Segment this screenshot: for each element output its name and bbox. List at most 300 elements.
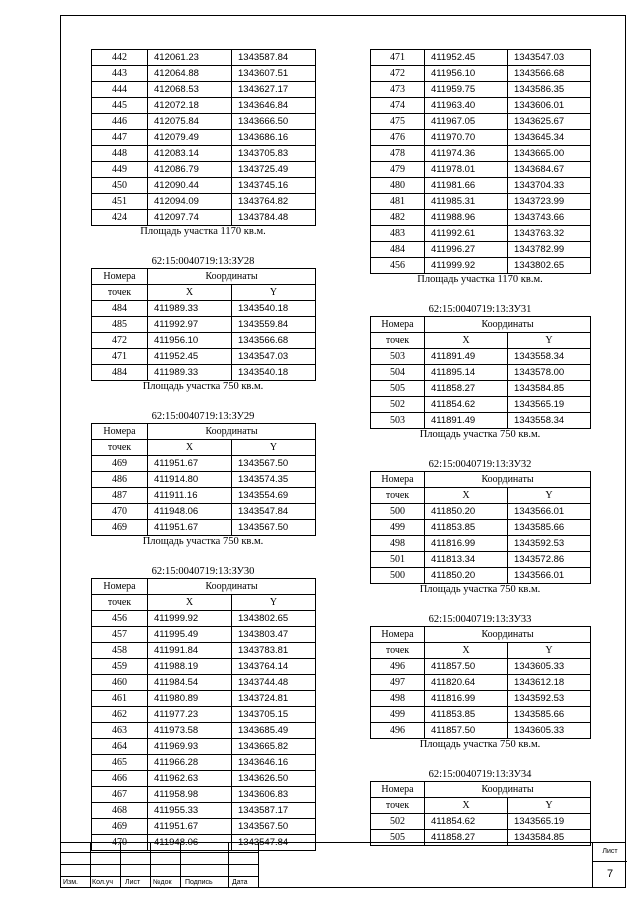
table-row <box>371 349 591 365</box>
table-row <box>371 82 591 98</box>
y-coordinate: 1343723.99 <box>508 194 591 210</box>
table-row <box>92 707 316 723</box>
point-number: 461 <box>92 691 148 707</box>
x-coordinate: 411988.19 <box>148 659 232 675</box>
x-coordinate: 411974.36 <box>425 146 508 162</box>
table-row <box>92 771 316 787</box>
point-number: 500 <box>371 568 425 584</box>
point-number: 469 <box>92 456 148 472</box>
point-number: 462 <box>92 707 148 723</box>
x-coordinate: 411857.50 <box>425 659 508 675</box>
x-coordinate: 411951.67 <box>148 819 232 835</box>
table-row <box>92 349 316 365</box>
table-row <box>371 691 591 707</box>
point-number: 502 <box>371 397 425 413</box>
x-coordinate: 412068.53 <box>148 82 232 98</box>
x-coordinate: 412061.23 <box>148 50 232 66</box>
header-y: Y <box>508 488 591 504</box>
x-coordinate: 411895.14 <box>425 365 508 381</box>
point-number: 471 <box>371 50 425 66</box>
table-row <box>92 819 316 835</box>
x-coordinate: 411989.33 <box>148 301 232 317</box>
y-coordinate: 1343605.33 <box>508 723 591 739</box>
table-row <box>371 50 591 66</box>
stamp-label-date: Дата <box>232 879 248 886</box>
header-points: Номера <box>371 317 425 333</box>
x-coordinate: 411989.33 <box>148 365 232 381</box>
parcel-area: Площадь участка 750 кв.м. <box>419 429 541 440</box>
x-coordinate: 412094.09 <box>148 194 232 210</box>
header-points: Номера <box>92 579 148 595</box>
x-coordinate: 411999.92 <box>148 611 232 627</box>
y-coordinate: 1343665.82 <box>232 739 316 755</box>
y-coordinate: 1343612.18 <box>508 675 591 691</box>
parcel-block <box>370 459 590 596</box>
y-coordinate: 1343547.84 <box>232 835 316 851</box>
y-coordinate: 1343567.50 <box>232 819 316 835</box>
point-number: 470 <box>92 835 148 851</box>
table-row <box>371 98 591 114</box>
parcel-block <box>91 411 315 548</box>
table-row <box>92 301 316 317</box>
y-coordinate: 1343547.84 <box>232 504 316 520</box>
table-row <box>92 611 316 627</box>
point-number: 484 <box>371 242 425 258</box>
parcel-title: 62:15:0040719:13:ЗУ31 <box>428 304 532 315</box>
point-number: 503 <box>371 413 425 429</box>
point-number: 473 <box>371 82 425 98</box>
x-coordinate: 412086.79 <box>148 162 232 178</box>
x-coordinate: 411991.84 <box>148 643 232 659</box>
point-number: 464 <box>92 739 148 755</box>
point-number: 478 <box>371 146 425 162</box>
y-coordinate: 1343606.83 <box>232 787 316 803</box>
y-coordinate: 1343745.16 <box>232 178 316 194</box>
grid-line <box>180 842 181 888</box>
table-row <box>371 365 591 381</box>
parcel-block <box>370 614 590 751</box>
header-y: Y <box>508 333 591 349</box>
y-coordinate: 1343606.01 <box>508 98 591 114</box>
y-coordinate: 1343625.67 <box>508 114 591 130</box>
y-coordinate: 1343547.03 <box>508 50 591 66</box>
point-number: 470 <box>92 504 148 520</box>
table-row <box>371 568 591 584</box>
point-number: 451 <box>92 194 148 210</box>
y-coordinate: 1343627.17 <box>232 82 316 98</box>
point-number: 505 <box>371 830 425 846</box>
y-coordinate: 1343547.03 <box>232 349 316 365</box>
y-coordinate: 1343567.50 <box>232 520 316 536</box>
header-y: Y <box>508 798 591 814</box>
y-coordinate: 1343763.32 <box>508 226 591 242</box>
table-header-row <box>92 285 316 301</box>
x-coordinate: 411995.49 <box>148 627 232 643</box>
coordinates-table <box>370 49 591 274</box>
table-header-row <box>371 333 591 349</box>
table-row <box>92 146 316 162</box>
parcel-area: Площадь участка 1170 кв.м. <box>140 226 266 237</box>
coordinates-table <box>370 471 591 584</box>
x-coordinate: 411891.49 <box>425 413 508 429</box>
y-coordinate: 1343565.19 <box>508 397 591 413</box>
left-column <box>91 49 315 851</box>
point-number: 448 <box>92 146 148 162</box>
y-coordinate: 1343586.35 <box>508 82 591 98</box>
y-coordinate: 1343540.18 <box>232 365 316 381</box>
point-number: 471 <box>92 349 148 365</box>
point-number: 484 <box>92 365 148 381</box>
y-coordinate: 1343567.50 <box>232 456 316 472</box>
coordinates-table <box>370 316 591 429</box>
point-number: 472 <box>371 66 425 82</box>
parcel-block <box>91 566 315 851</box>
x-coordinate: 411996.27 <box>425 242 508 258</box>
y-coordinate: 1343554.69 <box>232 488 316 504</box>
coordinates-table <box>370 781 591 846</box>
header-points-2: точек <box>92 285 148 301</box>
header-x: X <box>425 798 508 814</box>
table-row <box>371 675 591 691</box>
right-column <box>370 49 590 846</box>
y-coordinate: 1343592.53 <box>508 536 591 552</box>
point-number: 458 <box>92 643 148 659</box>
y-coordinate: 1343685.49 <box>232 723 316 739</box>
sheet-divider <box>593 861 627 862</box>
x-coordinate: 411891.49 <box>425 349 508 365</box>
x-coordinate: 411959.75 <box>425 82 508 98</box>
y-coordinate: 1343646.16 <box>232 755 316 771</box>
table-row <box>371 659 591 675</box>
table-row <box>371 162 591 178</box>
table-row <box>371 707 591 723</box>
header-points-2: точек <box>371 798 425 814</box>
x-coordinate: 411992.61 <box>425 226 508 242</box>
x-coordinate: 411970.70 <box>425 130 508 146</box>
y-coordinate: 1343592.53 <box>508 691 591 707</box>
table-row <box>371 381 591 397</box>
point-number: 496 <box>371 723 425 739</box>
x-coordinate: 411857.50 <box>425 723 508 739</box>
y-coordinate: 1343705.83 <box>232 146 316 162</box>
coordinates-table <box>370 626 591 739</box>
parcel-area: Площадь участка 750 кв.м. <box>419 584 541 595</box>
table-row <box>92 472 316 488</box>
grid-line <box>120 842 121 888</box>
header-x: X <box>425 333 508 349</box>
table-header-row <box>371 627 591 643</box>
parcel-block <box>91 256 315 393</box>
table-header-row <box>92 595 316 611</box>
x-coordinate: 411962.63 <box>148 771 232 787</box>
point-number: 480 <box>371 178 425 194</box>
point-number: 498 <box>371 691 425 707</box>
parcel-block <box>91 49 315 238</box>
y-coordinate: 1343558.34 <box>508 413 591 429</box>
header-points-2: точек <box>371 643 425 659</box>
y-coordinate: 1343684.67 <box>508 162 591 178</box>
x-coordinate: 411911.16 <box>148 488 232 504</box>
point-number: 446 <box>92 114 148 130</box>
y-coordinate: 1343585.66 <box>508 520 591 536</box>
header-coordinates: Координаты <box>425 472 591 488</box>
parcel-block <box>370 769 590 846</box>
table-row <box>92 178 316 194</box>
x-coordinate: 411854.62 <box>425 814 508 830</box>
table-header-row <box>371 472 591 488</box>
table-header-row <box>371 643 591 659</box>
point-number: 496 <box>371 659 425 675</box>
table-row <box>371 520 591 536</box>
header-y: Y <box>232 595 316 611</box>
y-coordinate: 1343566.68 <box>508 66 591 82</box>
header-y: Y <box>232 285 316 301</box>
table-row <box>92 317 316 333</box>
table-row <box>92 98 316 114</box>
x-coordinate: 411977.23 <box>148 707 232 723</box>
grid-line <box>258 842 259 888</box>
header-y: Y <box>232 440 316 456</box>
parcel-title: 62:15:0040719:13:ЗУ29 <box>151 411 255 422</box>
table-row <box>92 659 316 675</box>
stamp-label-change: Изм. <box>63 879 78 886</box>
y-coordinate: 1343605.33 <box>508 659 591 675</box>
y-coordinate: 1343802.65 <box>508 258 591 274</box>
table-row <box>92 691 316 707</box>
table-row <box>371 114 591 130</box>
x-coordinate: 411858.27 <box>425 830 508 846</box>
y-coordinate: 1343587.17 <box>232 803 316 819</box>
parcel-area: Площадь участка 750 кв.м. <box>142 536 264 547</box>
x-coordinate: 411967.05 <box>425 114 508 130</box>
y-coordinate: 1343783.81 <box>232 643 316 659</box>
grid-line <box>228 842 229 888</box>
point-number: 483 <box>371 226 425 242</box>
table-row <box>92 194 316 210</box>
coordinates-table <box>91 268 316 381</box>
table-row <box>92 627 316 643</box>
header-coordinates: Координаты <box>425 317 591 333</box>
parcel-title: 62:15:0040719:13:ЗУ30 <box>151 566 255 577</box>
table-row <box>92 130 316 146</box>
point-number: 424 <box>92 210 148 226</box>
x-coordinate: 411981.66 <box>425 178 508 194</box>
x-coordinate: 411992.97 <box>148 317 232 333</box>
x-coordinate: 411952.45 <box>148 349 232 365</box>
point-number: 459 <box>92 659 148 675</box>
x-coordinate: 411984.54 <box>148 675 232 691</box>
point-number: 442 <box>92 50 148 66</box>
table-row <box>92 82 316 98</box>
y-coordinate: 1343725.49 <box>232 162 316 178</box>
y-coordinate: 1343584.85 <box>508 381 591 397</box>
table-header-row <box>371 317 591 333</box>
header-points: Номера <box>92 424 148 440</box>
y-coordinate: 1343626.50 <box>232 771 316 787</box>
table-row <box>371 397 591 413</box>
point-number: 482 <box>371 210 425 226</box>
header-points: Номера <box>371 627 425 643</box>
x-coordinate: 411816.99 <box>425 691 508 707</box>
sheet-number: 7 <box>606 868 614 880</box>
point-number: 465 <box>92 755 148 771</box>
header-coordinates: Координаты <box>148 269 316 285</box>
grid-line <box>90 842 91 888</box>
x-coordinate: 411853.85 <box>425 520 508 536</box>
table-row <box>92 755 316 771</box>
y-coordinate: 1343803.47 <box>232 627 316 643</box>
table-row <box>92 787 316 803</box>
coordinates-table <box>91 423 316 536</box>
table-header-row <box>371 782 591 798</box>
x-coordinate: 411948.06 <box>148 835 232 851</box>
point-number: 498 <box>371 536 425 552</box>
parcel-title: 62:15:0040719:13:ЗУ33 <box>428 614 532 625</box>
header-points-2: точек <box>371 488 425 504</box>
point-number: 449 <box>92 162 148 178</box>
x-coordinate: 411985.31 <box>425 194 508 210</box>
point-number: 497 <box>371 675 425 691</box>
x-coordinate: 411850.20 <box>425 568 508 584</box>
y-coordinate: 1343578.00 <box>508 365 591 381</box>
header-coordinates: Координаты <box>148 424 316 440</box>
y-coordinate: 1343558.34 <box>508 349 591 365</box>
y-coordinate: 1343572.86 <box>508 552 591 568</box>
point-number: 499 <box>371 520 425 536</box>
table-row <box>92 114 316 130</box>
stamp-label-count: Кол.уч <box>92 879 113 886</box>
table-header-row <box>92 424 316 440</box>
header-x: X <box>425 488 508 504</box>
point-number: 468 <box>92 803 148 819</box>
x-coordinate: 412075.84 <box>148 114 232 130</box>
point-number: 486 <box>92 472 148 488</box>
table-header-row <box>92 269 316 285</box>
sheet-number-box <box>592 842 627 888</box>
table-row <box>92 456 316 472</box>
y-coordinate: 1343607.51 <box>232 66 316 82</box>
header-coordinates: Координаты <box>425 627 591 643</box>
table-header-row <box>371 488 591 504</box>
x-coordinate: 411958.98 <box>148 787 232 803</box>
table-row <box>92 333 316 349</box>
table-row <box>371 242 591 258</box>
point-number: 502 <box>371 814 425 830</box>
stamp-label-sheet: Лист <box>125 879 141 886</box>
y-coordinate: 1343705.15 <box>232 707 316 723</box>
parcel-area: Площадь участка 750 кв.м. <box>419 739 541 750</box>
point-number: 445 <box>92 98 148 114</box>
stamp-label-doc: №док <box>153 879 172 886</box>
point-number: 447 <box>92 130 148 146</box>
x-coordinate: 411980.89 <box>148 691 232 707</box>
x-coordinate: 411978.01 <box>425 162 508 178</box>
sheet-label: Лист <box>602 848 618 855</box>
parcel-area: Площадь участка 1170 кв.м. <box>417 274 543 285</box>
table-row <box>92 520 316 536</box>
table-row <box>371 258 591 274</box>
table-row <box>371 178 591 194</box>
point-number: 443 <box>92 66 148 82</box>
x-coordinate: 412064.88 <box>148 66 232 82</box>
parcel-block <box>370 49 590 286</box>
point-number: 503 <box>371 349 425 365</box>
y-coordinate: 1343665.00 <box>508 146 591 162</box>
point-number: 457 <box>92 627 148 643</box>
point-number: 484 <box>92 301 148 317</box>
y-coordinate: 1343587.84 <box>232 50 316 66</box>
parcel-title: 62:15:0040719:13:ЗУ32 <box>428 459 532 470</box>
x-coordinate: 411973.58 <box>148 723 232 739</box>
x-coordinate: 411955.33 <box>148 803 232 819</box>
point-number: 499 <box>371 707 425 723</box>
table-row <box>92 210 316 226</box>
table-row <box>371 504 591 520</box>
header-coordinates: Координаты <box>148 579 316 595</box>
point-number: 444 <box>92 82 148 98</box>
table-row <box>92 803 316 819</box>
table-row <box>371 552 591 568</box>
table-row <box>92 643 316 659</box>
point-number: 463 <box>92 723 148 739</box>
x-coordinate: 412097.74 <box>148 210 232 226</box>
y-coordinate: 1343802.65 <box>232 611 316 627</box>
x-coordinate: 411948.06 <box>148 504 232 520</box>
header-points-2: точек <box>92 440 148 456</box>
table-row <box>92 739 316 755</box>
x-coordinate: 412090.44 <box>148 178 232 194</box>
table-header-row <box>92 440 316 456</box>
y-coordinate: 1343646.84 <box>232 98 316 114</box>
coordinates-table <box>91 578 316 851</box>
point-number: 469 <box>92 819 148 835</box>
x-coordinate: 412083.14 <box>148 146 232 162</box>
table-row <box>371 723 591 739</box>
title-block-stamp <box>60 842 626 888</box>
point-number: 456 <box>371 258 425 274</box>
y-coordinate: 1343645.34 <box>508 130 591 146</box>
y-coordinate: 1343666.50 <box>232 114 316 130</box>
table-row <box>371 814 591 830</box>
header-x: X <box>148 595 232 611</box>
y-coordinate: 1343565.19 <box>508 814 591 830</box>
stamp-label-signature: Подпись <box>185 879 213 886</box>
y-coordinate: 1343764.14 <box>232 659 316 675</box>
x-coordinate: 411988.96 <box>425 210 508 226</box>
y-coordinate: 1343704.33 <box>508 178 591 194</box>
table-row <box>92 50 316 66</box>
y-coordinate: 1343782.99 <box>508 242 591 258</box>
point-number: 472 <box>92 333 148 349</box>
point-number: 475 <box>371 114 425 130</box>
x-coordinate: 411956.10 <box>425 66 508 82</box>
point-number: 500 <box>371 504 425 520</box>
x-coordinate: 411853.85 <box>425 707 508 723</box>
y-coordinate: 1343585.66 <box>508 707 591 723</box>
y-coordinate: 1343540.18 <box>232 301 316 317</box>
point-number: 504 <box>371 365 425 381</box>
point-number: 501 <box>371 552 425 568</box>
table-row <box>92 162 316 178</box>
table-row <box>371 130 591 146</box>
table-row <box>92 723 316 739</box>
table-row <box>371 194 591 210</box>
point-number: 460 <box>92 675 148 691</box>
point-number: 479 <box>371 162 425 178</box>
header-points: Номера <box>92 269 148 285</box>
x-coordinate: 412072.18 <box>148 98 232 114</box>
table-row <box>92 66 316 82</box>
